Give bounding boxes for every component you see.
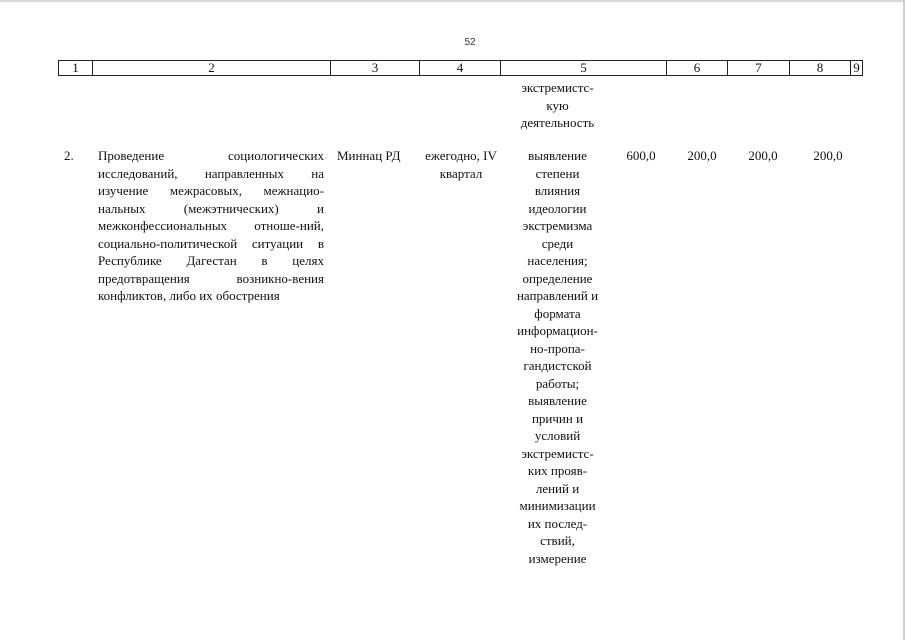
row-result	[505, 147, 610, 567]
result-line: определение	[522, 270, 593, 286]
result-line: измерение	[528, 550, 587, 566]
result-line: экстремистс-	[521, 445, 594, 461]
page-number: 52	[464, 37, 476, 48]
result-line: выявление	[528, 393, 587, 408]
row-description: Проведение социологических исследований, направленных на изучение межрасовых, межнацио-нальных (межэтнических) и межконфессиональных отноше-ний, социально-политической ситуации в Республике Дагестан в целях предотвращения возникно-вения конфликтов, либо их обострения	[98, 148, 324, 303]
result-line: влияния	[534, 183, 581, 198]
continuation-line: кую	[546, 97, 569, 113]
result-line: работы;	[535, 375, 580, 391]
continuation-result-text	[505, 79, 610, 132]
header-col-2: 2	[93, 61, 331, 75]
result-line: идеологии	[528, 200, 587, 216]
scan-edge-top	[0, 0, 905, 2]
result-line: ких прояв-	[527, 463, 588, 478]
table-header-row	[58, 60, 863, 76]
result-line: выявление	[528, 148, 587, 163]
continuation-line: экстремистс-	[521, 80, 594, 95]
header-col-7: 7	[728, 61, 790, 75]
result-line: степени	[535, 165, 580, 181]
row-number: 2.	[64, 148, 74, 163]
header-col-1: 1	[59, 61, 93, 75]
result-line: условий	[534, 428, 581, 443]
result-line: формата	[534, 305, 581, 321]
row-col8-value: 200,0	[748, 148, 778, 163]
header-col-6: 6	[667, 61, 728, 75]
row-col6-value: 600,0	[626, 148, 656, 163]
row-col9-value: 200,0	[813, 148, 843, 163]
continuation-line: деятельность	[520, 115, 595, 130]
header-col-4: 4	[420, 61, 501, 75]
result-line: лений и	[535, 480, 580, 496]
result-line: информацион-	[517, 323, 598, 338]
row-period: ежегодно, IV квартал	[425, 148, 497, 181]
result-line: среди	[541, 235, 574, 251]
result-line: ствий,	[540, 533, 575, 548]
header-col-9: 9	[851, 61, 863, 75]
header-col-3: 3	[331, 61, 420, 75]
result-line: причин и	[531, 410, 584, 426]
row-col7-value: 200,0	[687, 148, 717, 163]
row-executor: Миннац РД	[337, 148, 401, 163]
header-col-5: 5	[501, 61, 667, 75]
result-line: гандистской	[523, 358, 592, 373]
result-line: их послед-	[527, 515, 588, 531]
result-line: минимизации	[519, 498, 596, 513]
result-line: экстремизма	[522, 218, 593, 233]
header-col-8: 8	[790, 61, 851, 75]
result-line: населения;	[527, 253, 588, 268]
result-line: но-пропа-	[530, 340, 585, 356]
result-line: направлений и	[516, 288, 599, 303]
